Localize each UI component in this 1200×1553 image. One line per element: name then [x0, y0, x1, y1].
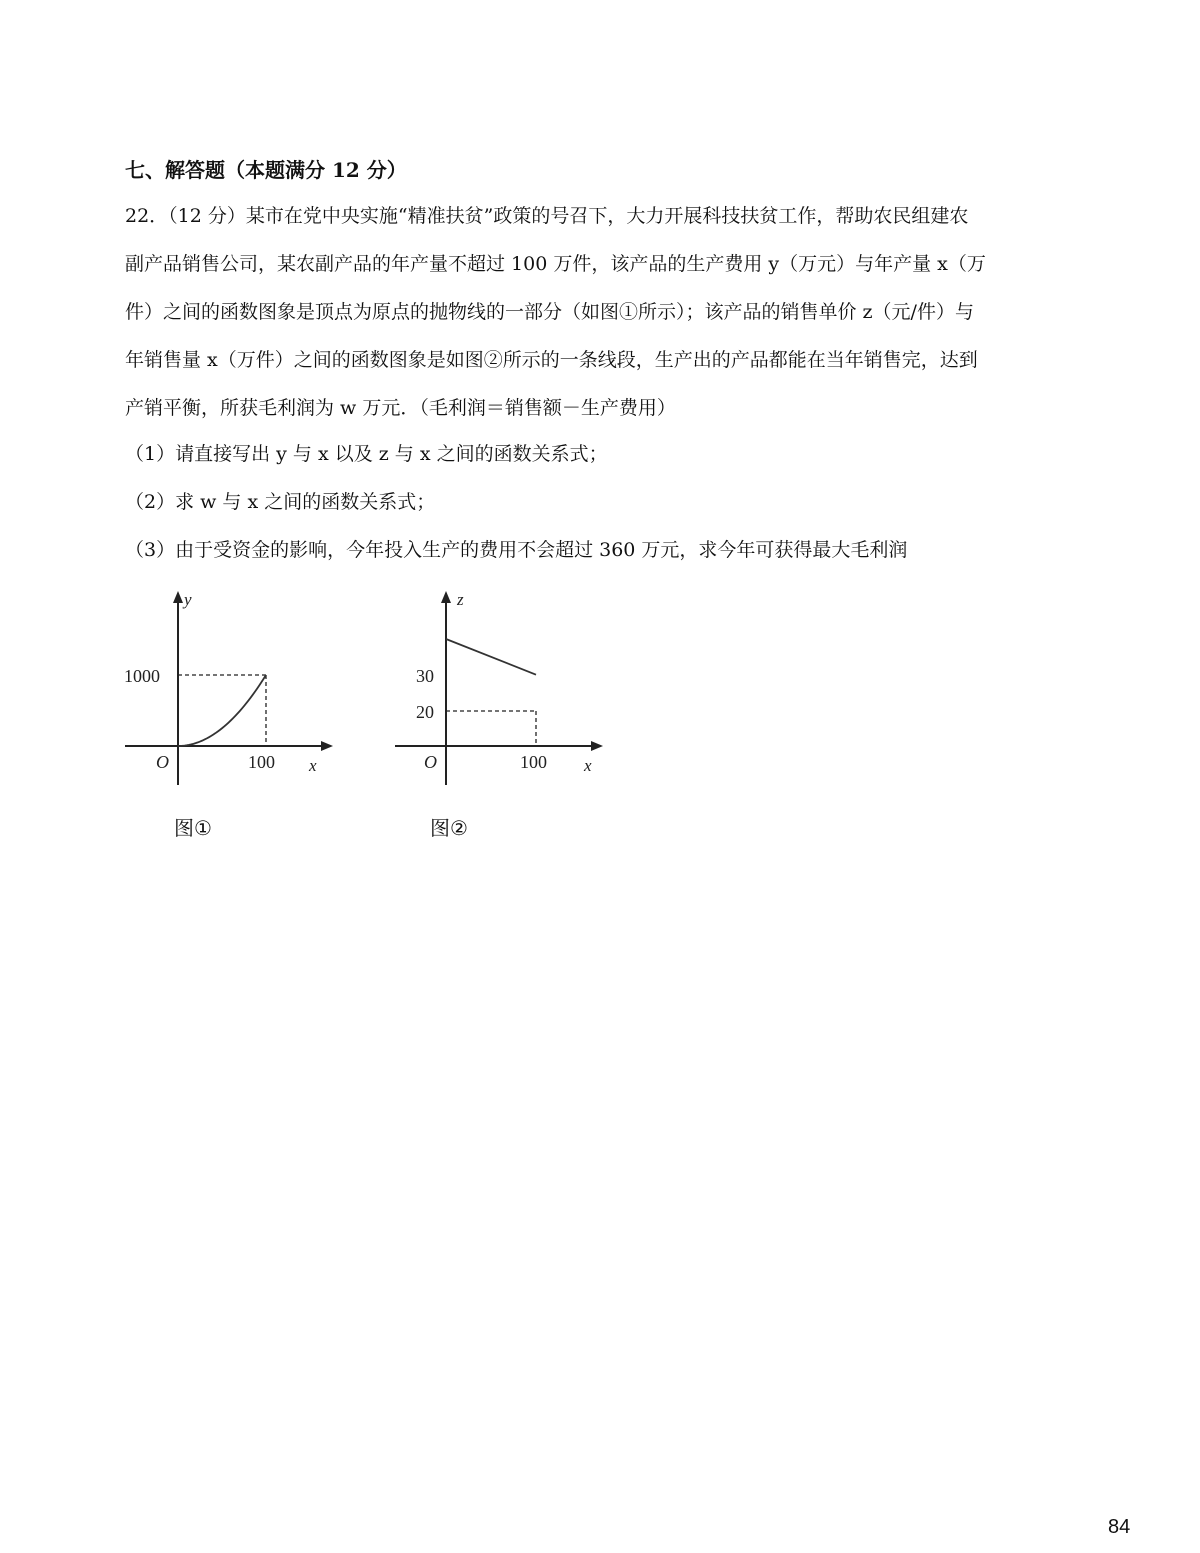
section-title: 七、解答题（本题满分 12 分）	[125, 158, 407, 182]
fig1-y-arrow	[173, 591, 183, 603]
figure-2-chart	[390, 585, 610, 785]
fig2-y-tick-low: 20	[416, 702, 434, 722]
problem-line-5: 产销平衡，所获毛利润为 w 万元．（毛利润＝销售额－生产费用）	[125, 397, 676, 419]
figure-2-caption: 图②	[430, 816, 468, 840]
fig2-y-arrow	[441, 591, 451, 603]
fig1-y-tick: 1000	[124, 666, 160, 686]
fig2-segment-series	[446, 639, 536, 675]
fig2-x-tick: 100	[520, 752, 547, 772]
figure-1-caption: 图①	[174, 816, 212, 840]
fig1-x-label: x	[309, 756, 317, 775]
problem-line-4: 年销售量 x（万件）之间的函数图象是如图②所示的一条线段，生产出的产品都能在当年销售完，达到	[125, 349, 978, 371]
question-2: （2）求 w 与 x 之间的函数关系式；	[125, 491, 436, 513]
figure-1-chart	[120, 585, 340, 785]
problem-line-3: 件）之间的函数图象是顶点为原点的抛物线的一部分（如图①所示）；该产品的销售单价 z（元/件）与	[125, 301, 974, 323]
fig1-x-tick: 100	[248, 752, 275, 772]
fig1-x-arrow	[321, 741, 333, 751]
problem-line-1: 22．（12 分）某市在党中央实施“精准扶贫”政策的号召下，大力开展科技扶贫工作，帮助农民组建农	[125, 205, 969, 227]
fig2-origin: O	[424, 752, 437, 772]
question-3: （3）由于受资金的影响，今年投入生产的费用不会超过 360 万元，求今年可获得最大毛利润	[125, 539, 908, 561]
question-1: （1）请直接写出 y 与 x 以及 z 与 x 之间的函数关系式；	[125, 443, 608, 465]
problem-line-2: 副产品销售公司，某农副产品的年产量不超过 100 万件，该产品的生产费用 y（万元）与年产量 x（万	[125, 253, 986, 275]
fig1-parabola-series	[178, 675, 266, 746]
fig1-y-label: y	[184, 590, 192, 609]
page-number: 84	[1108, 1516, 1131, 1538]
fig2-x-arrow	[591, 741, 603, 751]
fig2-y-label: z	[457, 590, 464, 609]
fig2-y-tick-high: 30	[416, 666, 434, 686]
fig2-x-label: x	[584, 756, 592, 775]
fig1-origin: O	[156, 752, 169, 772]
